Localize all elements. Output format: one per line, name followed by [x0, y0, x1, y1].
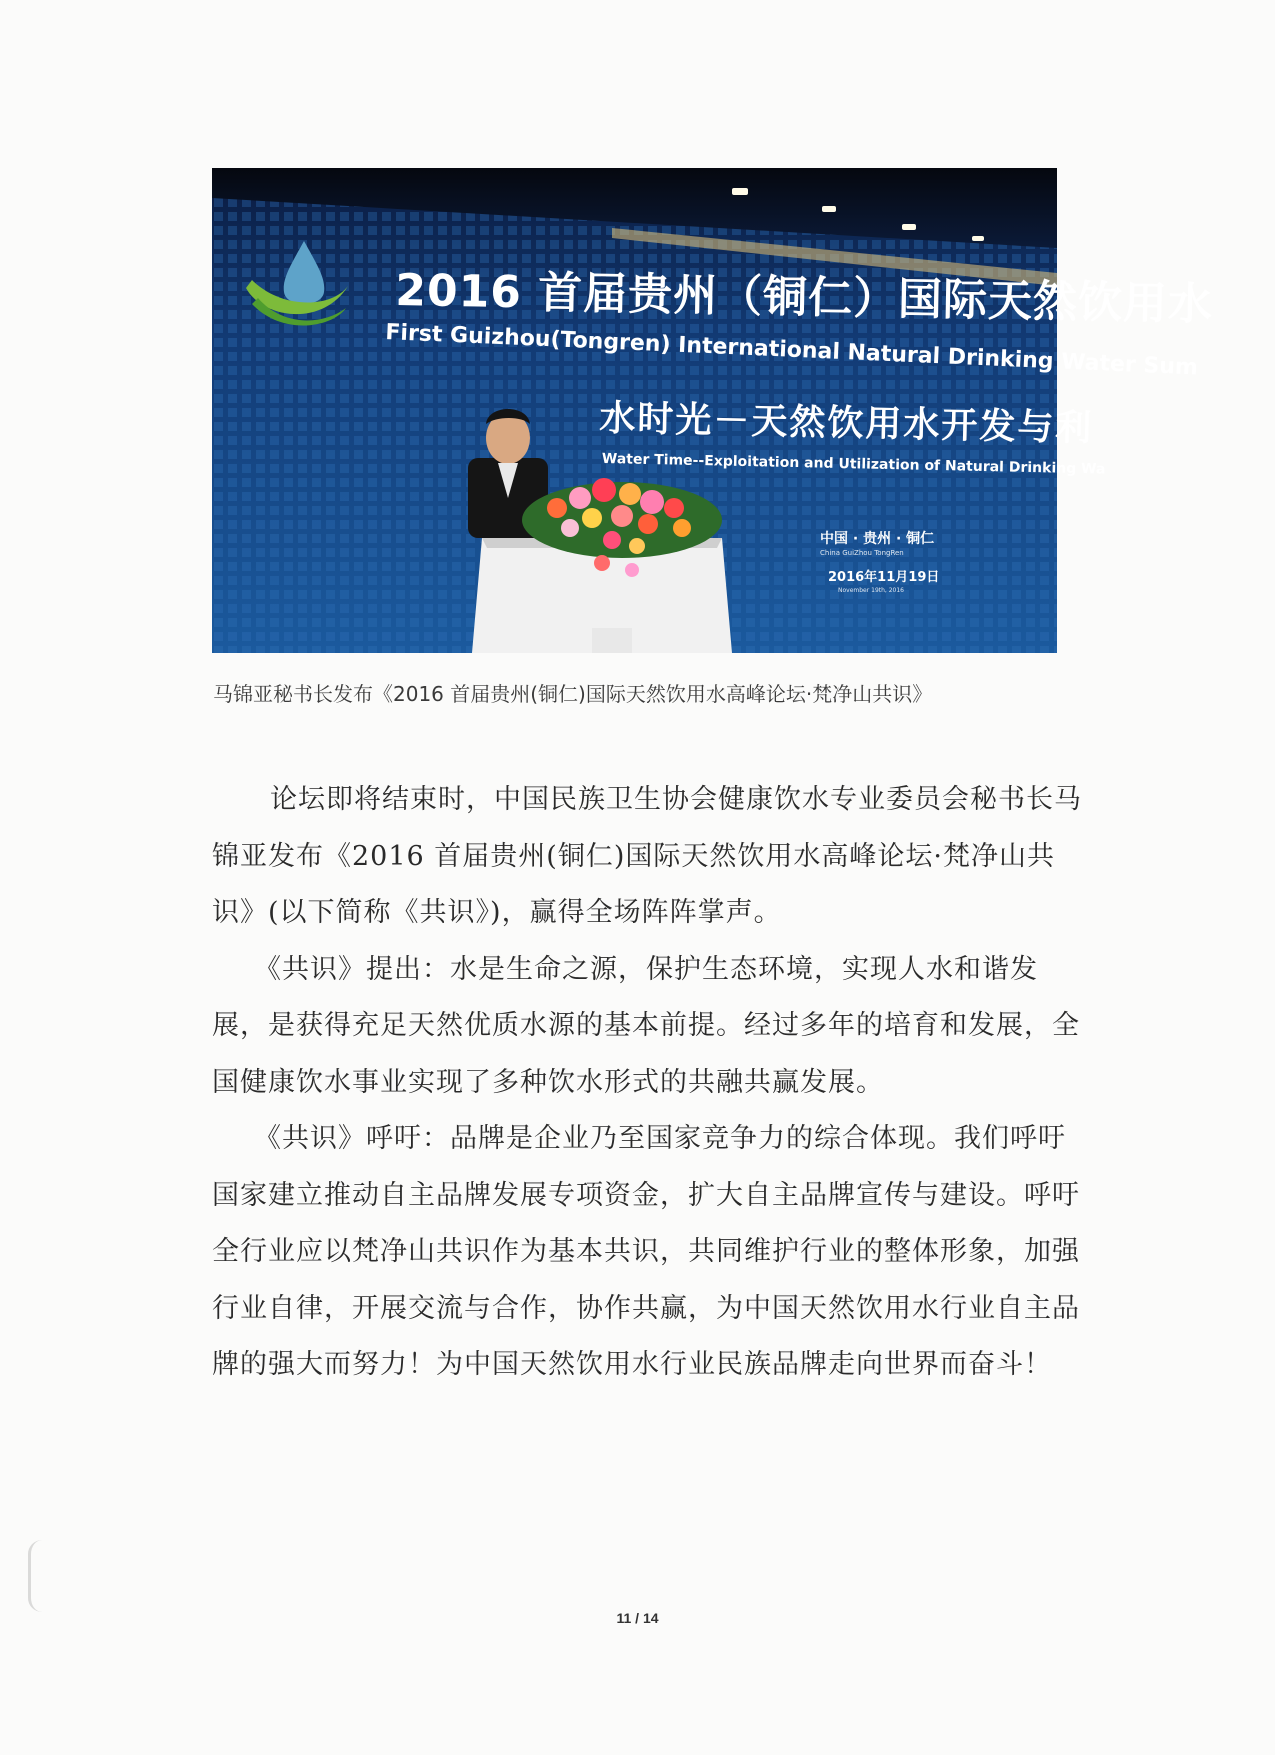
banner-title-en: First Guizhou(Tongren) International Natural Drinking Water Sum: [384, 320, 1199, 381]
banner-subtitle-cn: 水时光－天然饮用水开发与利: [598, 397, 1094, 450]
banner-place-cn: 中国 · 贵州 · 铜仁: [820, 531, 935, 547]
scan-artifact: [28, 1540, 57, 1612]
photo-caption: 马锦亚秘书长发布《2016 首届贵州(铜仁)国际天然饮用水高峰论坛·梵净山共识》: [213, 682, 933, 706]
paragraph: 《共识》提出：水是生命之源，保护生态环境，实现人水和谐发展，是获得充足天然优质水源的基本前提。经过多年的培育和发展，全国健康饮水事业实现了多种饮水形式的共融共赢发展。: [212, 953, 1080, 1098]
event-photo: [212, 168, 1214, 653]
banner-place-en: China GuiZhou TongRen: [820, 549, 904, 557]
banner-title-cn: 2016 首届贵州（铜仁）国际天然饮用水: [394, 264, 1214, 331]
page-number: 11 / 14: [616, 1610, 659, 1626]
banner-subtitle-en: Water Time--Exploitation and Utilization of Natural Drinking Wa: [601, 451, 1106, 478]
banner-date-en: November 19th, 2016: [838, 587, 904, 594]
paragraph: 论坛即将结束时，中国民族卫生协会健康饮水专业委员会秘书长马锦亚发布《2016 首届贵州(铜仁)国际天然饮用水高峰论坛·梵净山共识》(以下简称《共识》)，赢得全场阵阵掌声。: [212, 784, 1082, 928]
article-body: [212, 772, 1082, 1394]
banner-date-cn: 2016年11月19日: [828, 570, 940, 585]
paragraph: 《共识》呼吁：品牌是企业乃至国家竞争力的综合体现。我们呼吁国家建立推动自主品牌发展专项资金，扩大自主品牌宣传与建设。呼吁全行业应以梵净山共识作为基本共识，共同维护行业的整体形象，加强行业自律，开展交流与合作，协作共赢，为中国天然饮用水行业自主品牌的强大而努力！为中国天然饮用水行业民族品牌走向世界而奋斗！: [212, 1123, 1080, 1380]
banner-text-layer: [212, 168, 1214, 653]
